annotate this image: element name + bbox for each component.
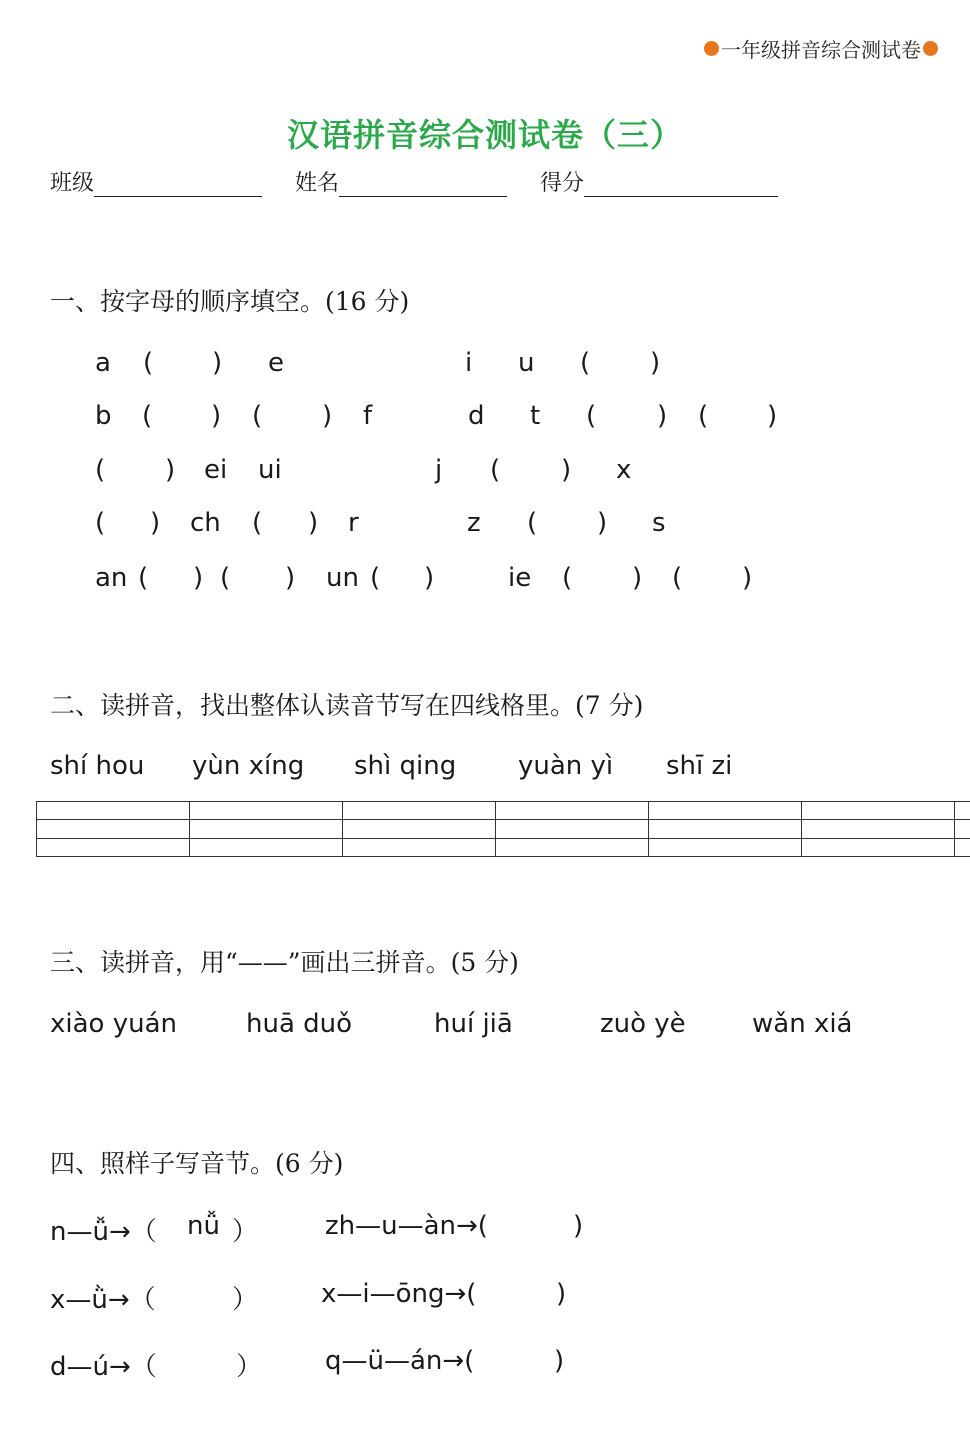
section1-heading: 一、按字母的顺序填空。(16 分) [50, 287, 410, 316]
letter: ui [258, 455, 282, 485]
letter: un [326, 563, 359, 593]
paren-close: ) [556, 1279, 567, 1309]
paren-open: ( [562, 563, 573, 593]
pinyin-word: huí jiā [434, 1009, 513, 1039]
syllable-formula: zh—u—àn→( [325, 1211, 488, 1241]
paren-open: ( [95, 508, 106, 538]
section3-heading: 三、读拼音，用“——”画出三拼音。(5 分) [50, 948, 519, 977]
letter: j [435, 455, 443, 485]
letter: i [465, 348, 473, 378]
paren-close: ) [657, 401, 668, 431]
example-answer: nǚ [187, 1211, 220, 1241]
four-line-grid[interactable] [36, 801, 970, 857]
paren-close: ) [424, 563, 435, 593]
name-blank[interactable] [339, 174, 507, 197]
header-tag-text: 一年级拼音综合测试卷 [721, 38, 921, 62]
syllable-formula: x—ǜ→（ [50, 1285, 156, 1315]
paren-close: ) [650, 348, 661, 378]
paren-close: ) [322, 401, 333, 431]
score-field [540, 166, 778, 197]
letter: ei [204, 455, 228, 485]
paren-open: ( [252, 401, 263, 431]
pinyin-word: yùn xíng [192, 751, 305, 781]
class-label: 班级 [50, 171, 95, 196]
paren-open: ( [252, 508, 263, 538]
letter: ie [508, 563, 532, 593]
letter: e [268, 348, 284, 378]
score-label: 得分 [540, 171, 585, 196]
paren-close: ) [211, 401, 222, 431]
dot-icon [704, 41, 719, 56]
pinyin-word: zuò yè [600, 1009, 686, 1039]
letter: z [467, 508, 481, 538]
paren-close: ) [212, 348, 223, 378]
pinyin-word: wǎn xiá [752, 1009, 853, 1039]
paren-close: ） [236, 1352, 263, 1382]
class-blank[interactable] [94, 174, 262, 197]
paren-close: ） [232, 1285, 259, 1315]
syllable-formula: q—ü—án→( [325, 1346, 475, 1376]
letter: u [518, 348, 535, 378]
name-label: 姓名 [295, 171, 340, 196]
header-tag [702, 34, 940, 63]
paren-close: ) [573, 1211, 584, 1241]
paren-open: ( [143, 348, 154, 378]
syllable-formula: d—ú→（ [50, 1352, 157, 1382]
name-field [295, 166, 507, 197]
paren-open: ( [586, 401, 597, 431]
score-blank[interactable] [584, 174, 778, 197]
class-field [50, 166, 262, 197]
pinyin-word: shí hou [50, 751, 145, 781]
paren-open: ( [580, 348, 591, 378]
paren-close: ) [165, 455, 176, 485]
paren-close: ） [232, 1217, 259, 1247]
letter: x [616, 455, 632, 485]
paren-close: ) [285, 563, 296, 593]
syllable-formula: n—ǚ→（ [50, 1217, 157, 1247]
paren-open: ( [138, 563, 149, 593]
paren-open: ( [527, 508, 538, 538]
syllable-formula: x—i—ōng→( [321, 1279, 477, 1309]
pinyin-word: shì qing [354, 751, 457, 781]
paren-close: ) [597, 508, 608, 538]
paren-close: ) [554, 1346, 565, 1376]
paren-close: ) [193, 563, 204, 593]
letter: t [530, 401, 541, 431]
paren-close: ) [632, 563, 643, 593]
letter: ch [190, 508, 221, 538]
dot-icon [923, 41, 938, 56]
paren-open: ( [698, 401, 709, 431]
section2-heading: 二、读拼音，找出整体认读音节写在四线格里。(7 分) [50, 691, 644, 720]
letter: f [363, 401, 373, 431]
pinyin-word: huā duǒ [246, 1009, 353, 1039]
paren-open: ( [95, 455, 106, 485]
paren-close: ) [308, 508, 319, 538]
pinyin-word: shī zi [666, 751, 733, 781]
letter: an [95, 563, 128, 593]
letter: b [95, 401, 112, 431]
paren-close: ) [150, 508, 161, 538]
paren-open: ( [672, 563, 683, 593]
page-title: 汉语拼音综合测试卷（三） [286, 116, 683, 154]
paren-close: ) [767, 401, 778, 431]
section4-heading: 四、照样子写音节。(6 分) [50, 1149, 344, 1178]
paren-open: ( [490, 455, 501, 485]
letter: d [468, 401, 485, 431]
letter: r [348, 508, 359, 538]
pinyin-word: yuàn yì [518, 751, 614, 781]
pinyin-word: xiào yuán [50, 1009, 177, 1039]
letter: s [652, 508, 666, 538]
paren-open: ( [142, 401, 153, 431]
paren-open: ( [370, 563, 381, 593]
paren-open: ( [220, 563, 231, 593]
paren-close: ) [561, 455, 572, 485]
letter: a [95, 348, 111, 378]
paren-close: ) [742, 563, 753, 593]
